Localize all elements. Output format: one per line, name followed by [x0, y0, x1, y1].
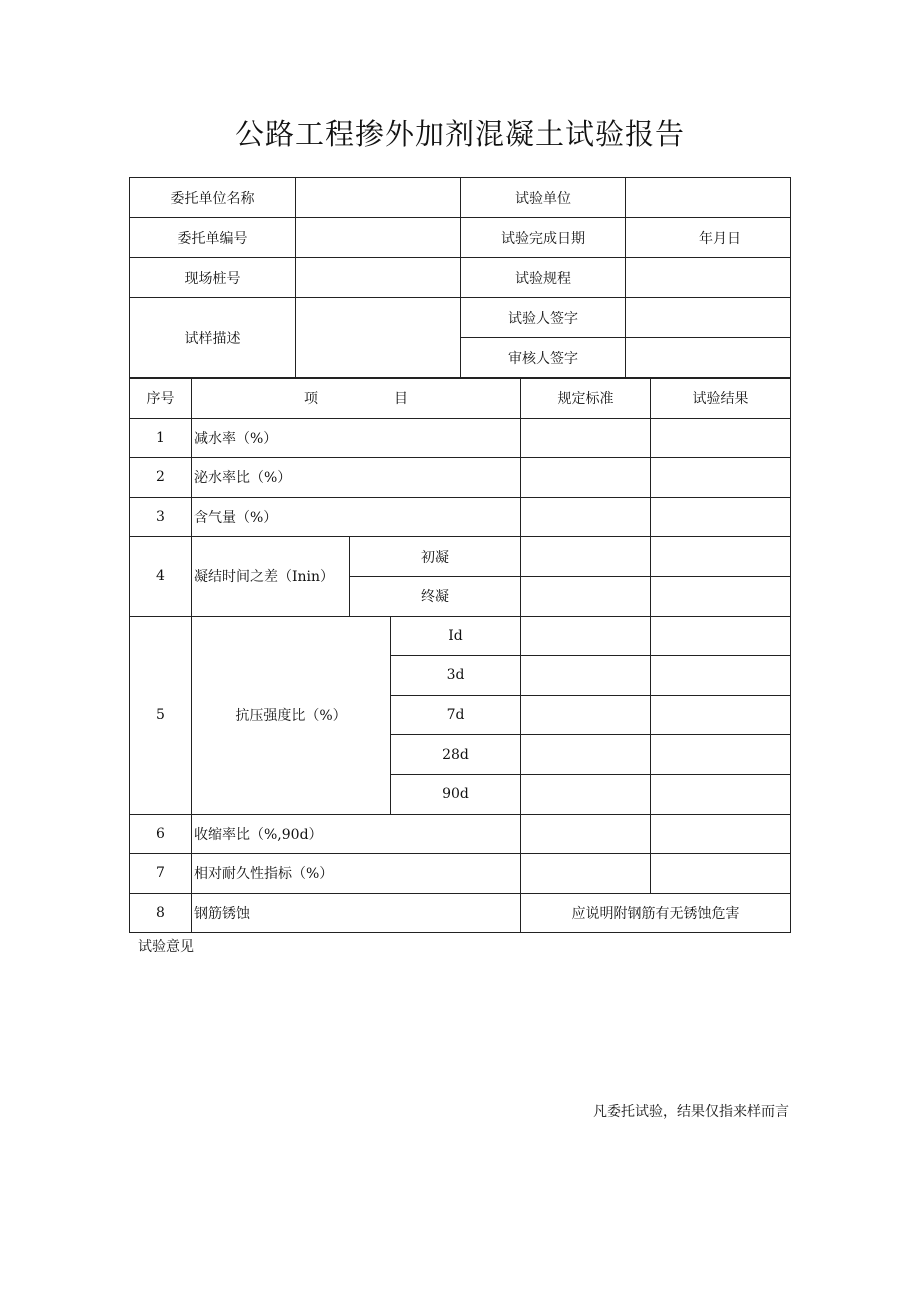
result-cell[interactable]	[651, 576, 791, 616]
test-unit-label: 试验单位	[461, 178, 626, 218]
table-row	[130, 458, 791, 498]
test-spec-label: 试验规程	[461, 258, 626, 298]
result-cell[interactable]	[651, 656, 791, 696]
tester-sign-field[interactable]	[626, 298, 791, 338]
sub-item: 3d	[391, 656, 521, 696]
col-header-item-b: 目	[394, 391, 408, 408]
row-no: 2	[130, 458, 192, 498]
result-cell[interactable]	[651, 814, 791, 854]
reviewer-sign-field[interactable]	[626, 338, 791, 378]
row-item: 减水率（%）	[192, 418, 521, 458]
col-header-item	[192, 379, 521, 419]
row-item: 泌水率比（%）	[192, 458, 521, 498]
complete-date-label: 试验完成日期	[461, 218, 626, 258]
order-no-field[interactable]	[296, 218, 461, 258]
test-unit-field[interactable]	[626, 178, 791, 218]
result-cell[interactable]	[651, 735, 791, 775]
sub-item: 终凝	[350, 576, 521, 616]
standard-cell[interactable]	[521, 576, 651, 616]
table-row	[130, 814, 791, 854]
table-row	[130, 497, 791, 537]
standard-cell[interactable]	[521, 735, 651, 775]
order-no-label: 委托单编号	[130, 218, 296, 258]
result-cell[interactable]	[651, 854, 791, 894]
sample-desc-field[interactable]	[296, 298, 461, 378]
standard-cell[interactable]	[521, 814, 651, 854]
row-item: 收缩率比（%,90d）	[192, 814, 521, 854]
row-item: 含气量（%）	[192, 497, 521, 537]
standard-cell[interactable]	[521, 497, 651, 537]
client-name-label: 委托单位名称	[130, 178, 296, 218]
standard-cell[interactable]	[521, 656, 651, 696]
table-row	[130, 616, 791, 656]
row-item: 凝结时间之差（Inin）	[192, 537, 350, 616]
complete-date-field[interactable]: 年月日	[626, 218, 791, 258]
test-items-table	[129, 378, 791, 933]
table-row	[130, 537, 791, 577]
tester-sign-label: 试验人签字	[461, 298, 626, 338]
col-header-no: 序号	[130, 379, 192, 419]
row-no: 5	[130, 616, 192, 814]
footer-note: 凡委托试验，结果仅指来样而言	[593, 1104, 789, 1120]
row-no: 7	[130, 854, 192, 894]
standard-cell[interactable]	[521, 418, 651, 458]
result-cell[interactable]	[651, 695, 791, 735]
col-header-item-a: 项	[304, 391, 318, 408]
table-row	[130, 418, 791, 458]
col-header-result: 试验结果	[651, 379, 791, 419]
page-title: 公路工程掺外加剂混凝土试验报告	[234, 117, 685, 151]
sub-item: 初凝	[350, 537, 521, 577]
reviewer-sign-label: 审核人签字	[461, 338, 626, 378]
result-cell[interactable]	[651, 458, 791, 498]
test-spec-field[interactable]	[626, 258, 791, 298]
standard-cell[interactable]	[521, 695, 651, 735]
sub-item: 90d	[391, 774, 521, 814]
header-info-table	[129, 177, 791, 378]
row-no: 1	[130, 418, 192, 458]
col-header-standard: 规定标准	[521, 379, 651, 419]
row-no: 8	[130, 893, 192, 933]
row-item: 相对耐久性指标（%）	[192, 854, 521, 894]
row-item: 钢筋锈蚀	[192, 893, 521, 933]
result-cell[interactable]	[651, 418, 791, 458]
row-no: 6	[130, 814, 192, 854]
sample-desc-label: 试样描述	[130, 298, 296, 378]
table-row	[130, 854, 791, 894]
row-no: 4	[130, 537, 192, 616]
row-item: 抗压强度比（%）	[192, 616, 391, 814]
result-cell[interactable]	[651, 616, 791, 656]
standard-cell[interactable]	[521, 854, 651, 894]
result-cell[interactable]	[651, 537, 791, 577]
standard-cell[interactable]	[521, 774, 651, 814]
station-no-field[interactable]	[296, 258, 461, 298]
station-no-label: 现场桩号	[130, 258, 296, 298]
standard-cell[interactable]	[521, 537, 651, 577]
table-row	[130, 893, 791, 933]
standard-cell[interactable]	[521, 458, 651, 498]
sub-item: Id	[391, 616, 521, 656]
sub-item: 7d	[391, 695, 521, 735]
result-cell[interactable]	[651, 774, 791, 814]
client-name-field[interactable]	[296, 178, 461, 218]
standard-cell[interactable]	[521, 616, 651, 656]
sub-item: 28d	[391, 735, 521, 775]
row-no: 3	[130, 497, 192, 537]
opinion-label: 试验意见	[138, 939, 194, 955]
rust-note-cell: 应说明附钢筋有无锈蚀危害	[521, 893, 791, 933]
result-cell[interactable]	[651, 497, 791, 537]
